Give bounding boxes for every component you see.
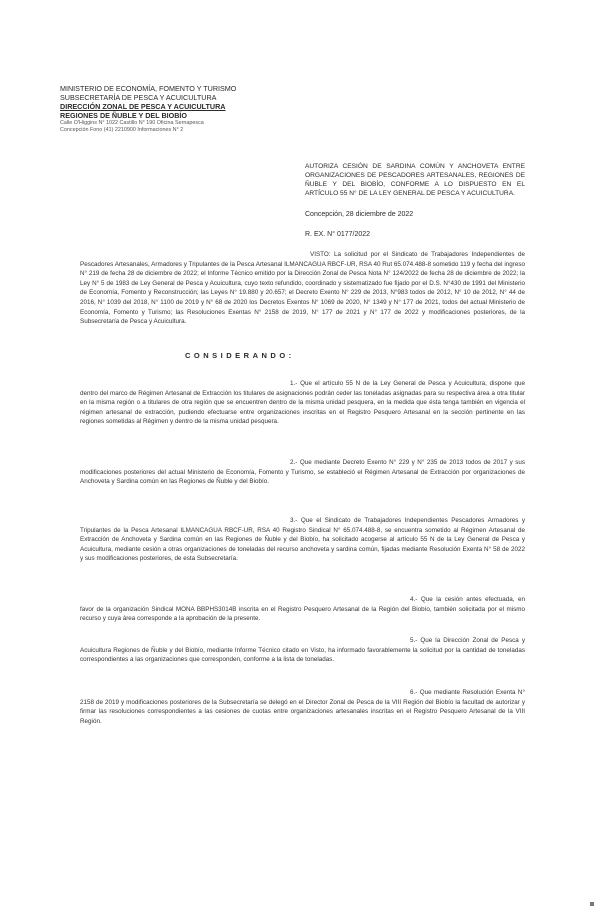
considerando-paragraph-6: 6.- Que mediante Resolución Exenta N° 2158 de 2019 y modificaciones posteriores de la Subsecretaría se delegó en el Director Zonal de Pesca de la VIII Región del Biobío la facultad de autorizar y firmar las resoluciones correspondientes a las cesiones de cuotas entre organizaciones artesanales inscritas en el Registro Pesquero Artesanal de la VIII Región. [80,689,525,725]
regions-line: REGIONES DE ÑUBLE Y DEL BIOBÍO [60,111,188,120]
address-line-2: Concepción Fono (41) 2210900 Informaciones N° 2 [60,126,184,133]
visto-paragraph: VISTO: La solicitud por el Sindicato de Trabajadores Independientes de Pescadores Artesanales, Armadores y Tripulantes de la Pesca Artesanal ILMANCAGUA RBCF-UR, RSA 40 Rut 65.074.488-8 sometido 119 y fecha del ingreso N° 219 de fecha 28 de diciembre de 2022; el Informe Técnico emitido por la Dirección Zonal de Pesca Nota N° 124/2022 de fecha 28 de diciembre de 2022; la Ley N° 5 de 1983 de Ley General de Pesca y Acuicultura, cuyo texto refundido, coordinado y sistematizado fue fijado por el D.S. N°430 de 1991 del Ministerio de Economía, Fomento y Reconstrucción; las Leyes N° 19.880 y 20.657; el Decreto Exento N° 229 de 2013, N°983 todos de 2012, N° 10 de 2012, N° 44 de 2016, N° 1039 del 2018, N° 1100 de 2019 y N° 68 de 2020 los Decretos Exentos N° 1069 de 2020, N° 1349 y N° 177 de 2021, todos del actual Ministerio de Economía, Fomento y Turismo; las Resoluciones Exentas N° 2158 de 2019, N° 177 de 2021 y N° 177 de 2022 y modificaciones posteriores, de la Subsecretaría de Pesca y Acuicultura. [80,251,525,326]
resolution-date: Concepción, 28 diciembre de 2022 [305,211,414,218]
considerando-paragraph-2: 2.- Que mediante Decreto Exento N° 229 y N° 235 de 2013 todos de 2017 y sus modificaciones posteriores del actual Ministerio de Economía, Fomento y Turismo, se estableció el Régimen Artesanal de Extracción por organizaciones de Anchoveta y Sardina común en las Regiones de Ñuble y del Biobío. [80,459,525,486]
considerando-paragraph-5: 5.- Que la Dirección Zonal de Pesca y Acuicultura Regiones de Ñuble y del Biobío, mediante Informe Técnico citado en Visto, ha informado favorablemente la solicitud por la cantidad de toneladas correspondientes a las organizaciones que corresponden, conforme a la lista de toneladas. [80,637,525,664]
ministry-line: MINISTERIO DE ECONOMÍA, FOMENTO Y TURISMO [60,84,237,93]
letterhead [60,84,300,133]
address-line-1: Calle O'Higgins N° 1022 Castillo N° 190 Oficina Sernapesca [60,120,204,126]
considerando-paragraph-1: 1.- Que el artículo 55 N de la Ley General de Pesca y Acuicultura, dispone que dentro del marco de Régimen Artesanal de Extracción los titulares de asignaciones podrán ceder las toneladas asignadas para su respectiva área a otra titular en la misma región o a titulares de otra región que se encuentren dentro de la misma unidad pesquera, en la medida que ésta tenga también en vigencia el régimen artesanal de extracción, pudiendo efectuarse entre organizaciones inscritas en el Registro Pesquero Artesanal en la sección pertinente en las regiones sometidas al Régimen y dentro de la misma unidad pesquera. [80,380,525,426]
considerando-heading: CONSIDERANDO: [185,351,295,360]
resolution-title: AUTORIZA CESIÓN DE SARDINA COMÚN Y ANCHOVETA ENTRE ORGANIZACIONES DE PESCADORES ARTESANALES, REGIONES DE ÑUBLE Y DEL BIOBÍO, CONFORME A LO DISPUESTO EN EL ARTÍCULO 55 N° DE LA LEY GENERAL DE PESCA Y ACUICULTURA. [305,163,525,197]
considerando-paragraph-3: 3.- Que el Sindicato de Trabajadores Independientes Pescadores Armadores y Tripulantes de la Pesca Artesanal ILMANCAGUA RBCF-UR, RSA 40 Registro Sindical N° 65.074.488-8, se encuentra sometido al Régimen Artesanal de Extracción de Anchoveta y Sardina común en las Regiones de Ñuble y del Biobío, ha solicitado acogerse al artículo 55 N de la Ley General de Pesca y Acuicultura, mediante cesión a otras organizaciones de toneladas del recurso anchoveta y sardina común, fijadas mediante Resolución Exenta N° 58 de 2022 y sus modificaciones posteriores, de esta Subsecretaría. [80,517,525,563]
zonal-direction-line: DIRECCIÓN ZONAL DE PESCA Y ACUICULTURA [60,102,226,111]
considerando-paragraph-4: 4.- Que la cesión antes efectuada, en favor de la organización Sindical MONA BBPHS3014B inscrita en el Registro Pesquero Artesanal de la Región del Biobío, también solicitada por el mismo recurso y cuya área corresponde a la aprobación de la presente. [80,596,525,623]
resolution-number: R. EX. N° 0177/2022 [305,231,371,238]
corner-mark-icon [590,902,594,906]
undersecretariat-line: SUBSECRETARÍA DE PESCA Y ACUICULTURA [60,93,217,102]
